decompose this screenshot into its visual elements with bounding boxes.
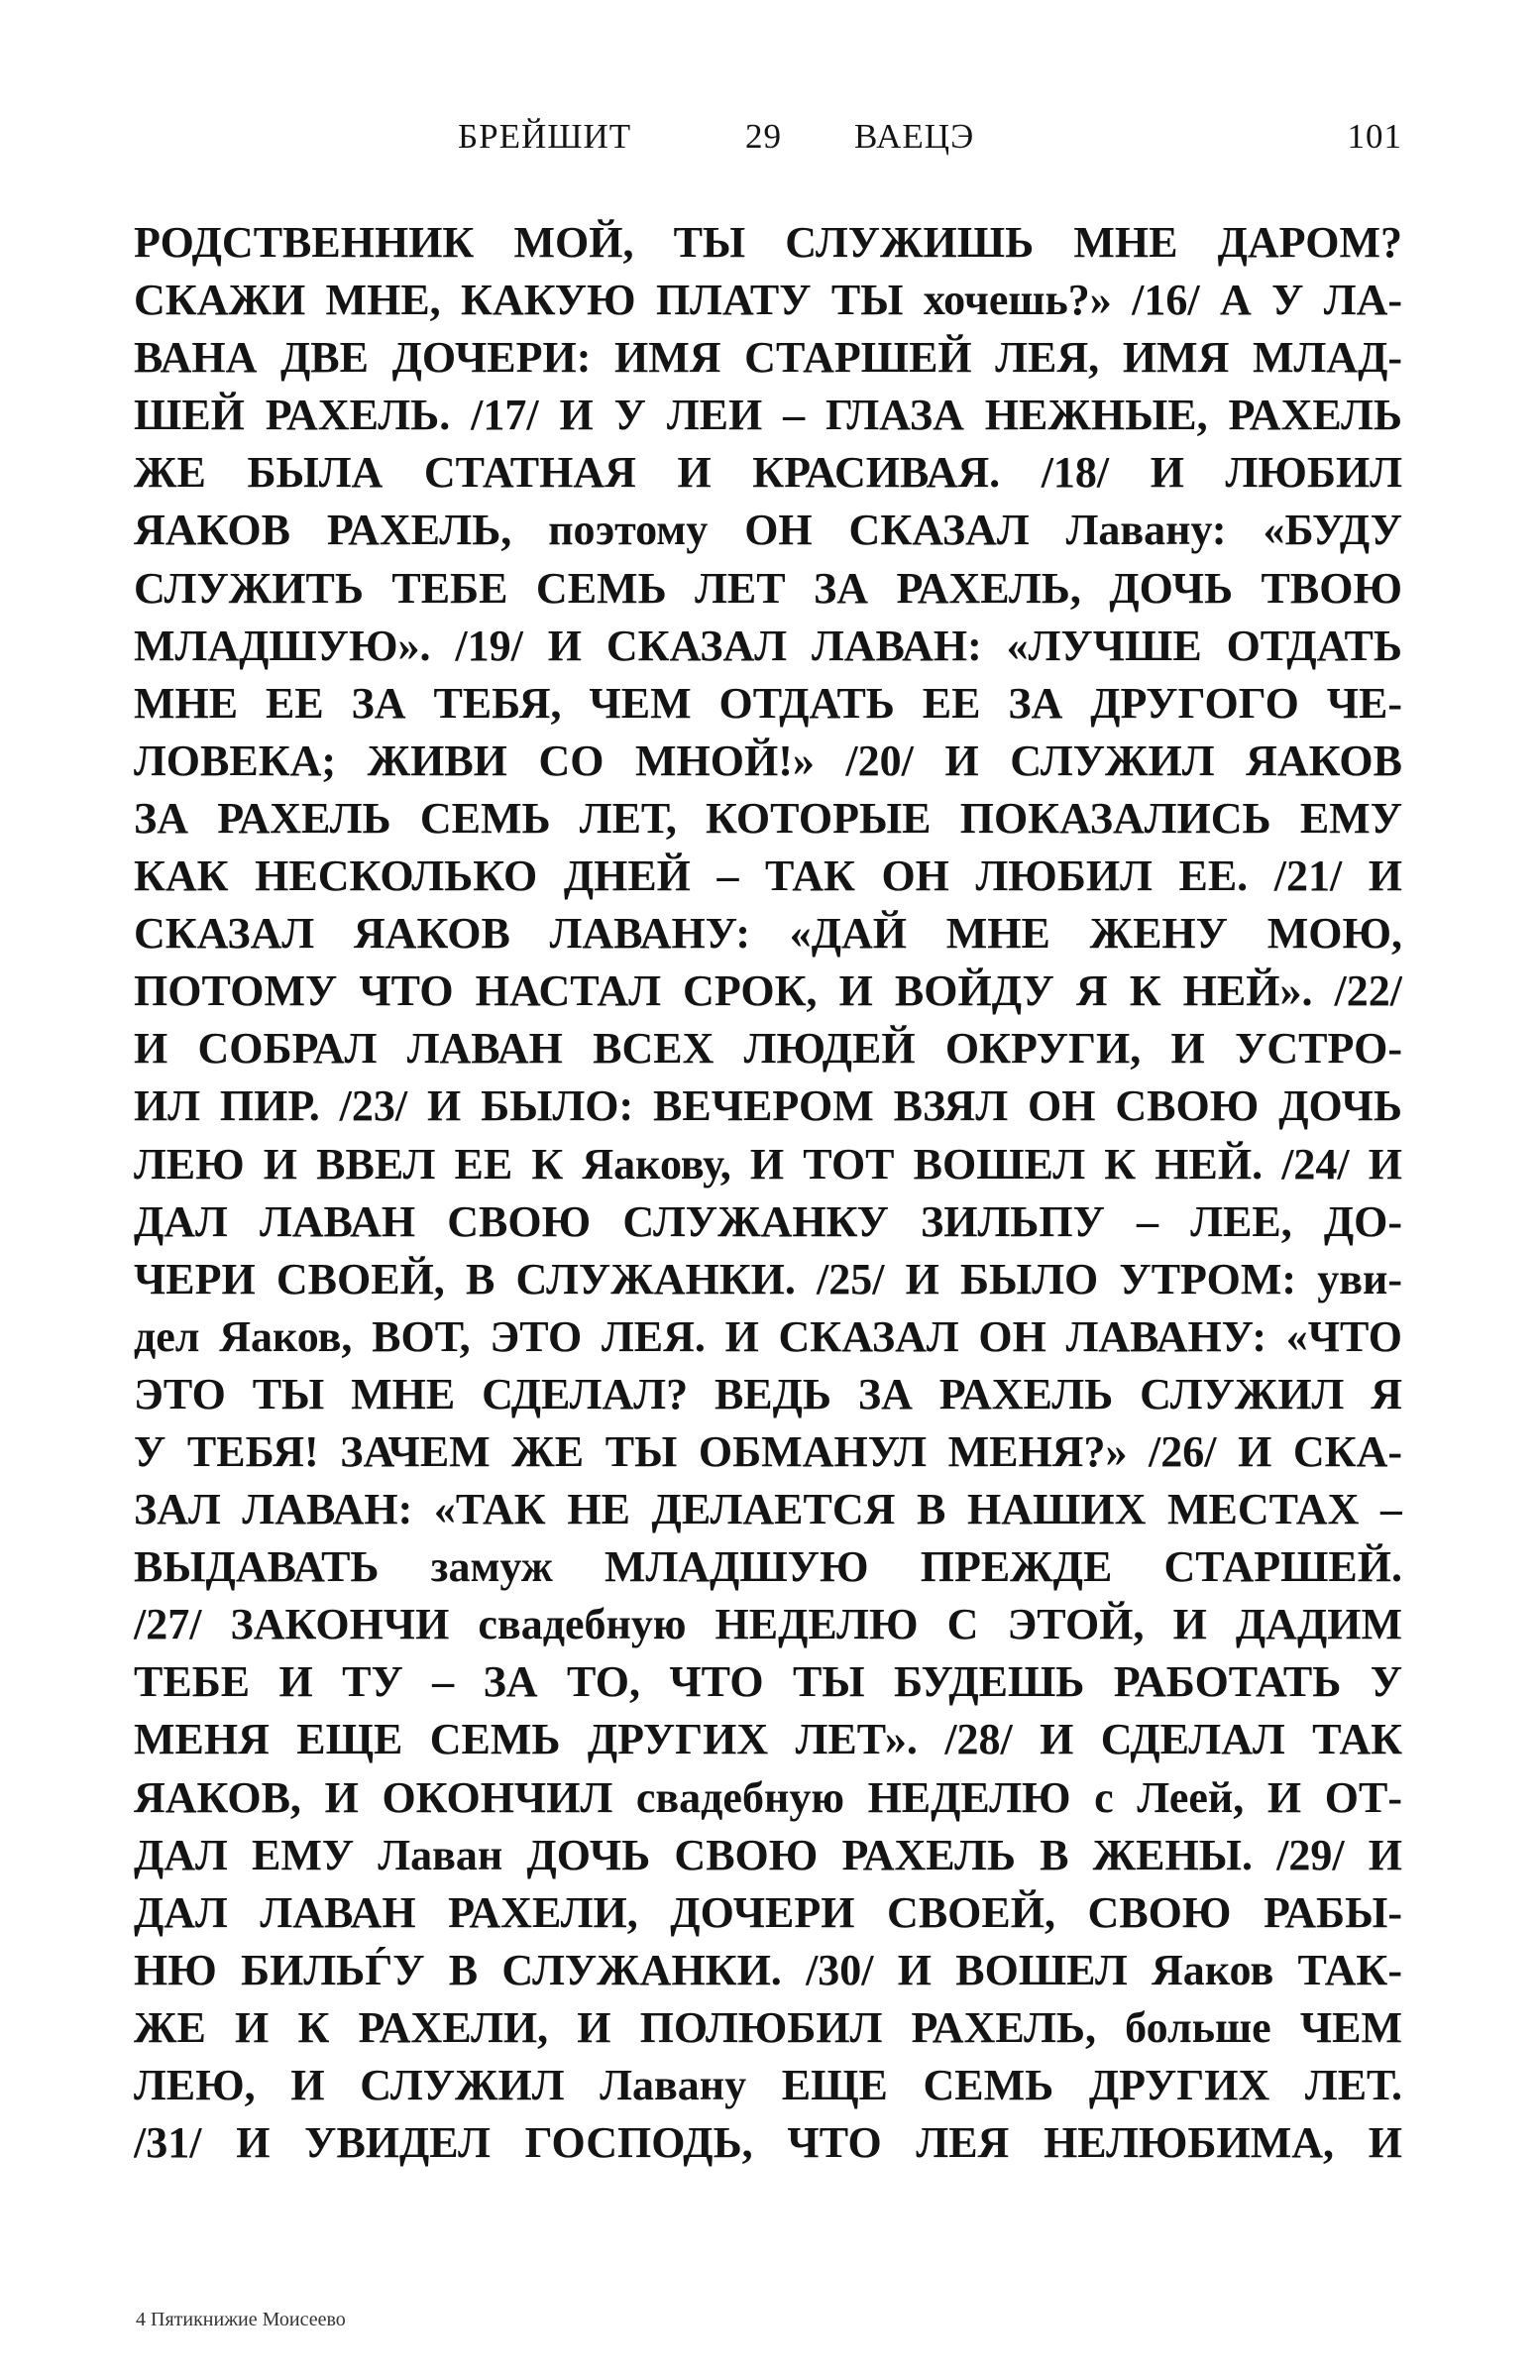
text-line: ЛЕЮ, И СЛУЖИЛ Лавану ЕЩЕ СЕМЬ ДРУГИХ ЛЕТ. <box>134 2061 1402 2109</box>
text-line: ЭТО ТЫ МНЕ СДЕЛАЛ? ВЕДЬ ЗА РАХЕЛЬ СЛУЖИЛ Я <box>134 1369 1402 1418</box>
running-header <box>134 107 1402 167</box>
text-line: ИЛ ПИР. /23/ И БЫЛО: ВЕЧЕРОМ ВЗЯЛ ОН СВОЮ ДОЧЬ <box>134 1081 1402 1131</box>
text-line: ШЕЙ РАХЕЛЬ. /17/ И У ЛЕИ – ГЛАЗА НЕЖНЫЕ, РАХЕЛЬ <box>134 391 1402 440</box>
text-line: ЗА РАХЕЛЬ СЕМЬ ЛЕТ, КОТОРЫЕ ПОКАЗАЛИСЬ ЕМУ <box>134 793 1402 843</box>
text-line: ВАНА ДВЕ ДОЧЕРИ: ИМЯ СТАРШЕЙ ЛЕЯ, ИМЯ МЛАД- <box>134 333 1402 383</box>
text-line: ВЫДАВАТЬ замуж МЛАДШУЮ ПРЕЖДЕ СТАРШЕЙ. <box>134 1542 1402 1592</box>
text-line: /27/ ЗАКОНЧИ свадебную НЕДЕЛЮ С ЭТОЙ, И ДАДИМ <box>134 1600 1402 1649</box>
printer-signature: 4 Пятикнижие Моисеево <box>136 2309 346 2330</box>
text-line: ЯАКОВ, И ОКОНЧИЛ свадебную НЕДЕЛЮ с Леей, И ОТ- <box>134 1772 1402 1822</box>
text-line: ДАЛ ЛАВАН СВОЮ СЛУЖАНКУ ЗИЛЬПУ – ЛЕЕ, ДО- <box>134 1196 1402 1246</box>
header-chapter-number: 29 <box>745 117 782 156</box>
text-line: РОДСТВЕННИК МОЙ, ТЫ СЛУЖИШЬ МНЕ ДАРОМ? <box>134 218 1402 267</box>
text-line: И СОБРАЛ ЛАВАН ВСЕХ ЛЮДЕЙ ОКРУГИ, И УСТРО- <box>134 1024 1402 1074</box>
text-line: дел Яаков, ВОТ, ЭТО ЛЕЯ. И СКАЗАЛ ОН ЛАВАНУ: «ЧТО <box>134 1311 1402 1361</box>
body-text <box>134 214 1402 2172</box>
text-line: ТЕБЕ И ТУ – ЗА ТО, ЧТО ТЫ БУДЕШЬ РАБОТАТЬ У <box>134 1657 1402 1707</box>
text-line: НЮ БИЛЬЃУ В СЛУЖАНКИ. /30/ И ВОШЕЛ Яаков ТАК- <box>134 1945 1402 1994</box>
text-line: МЛАДШУЮ». /19/ И СКАЗАЛ ЛАВАН: «ЛУЧШЕ ОТДАТЬ <box>134 621 1402 670</box>
text-line: СКАЖИ МНЕ, КАКУЮ ПЛАТУ ТЫ хочешь?» /16/ А У ЛА- <box>134 276 1402 325</box>
page-number: 101 <box>1347 117 1402 156</box>
header-book-title: БРЕЙШИТ <box>458 117 632 156</box>
text-line: ЯАКОВ РАХЕЛЬ, поэтому ОН СКАЗАЛ Лавану: «БУДУ <box>134 506 1402 555</box>
text-line: ДАЛ ЕМУ Лаван ДОЧЬ СВОЮ РАХЕЛЬ В ЖЕНЫ. /29/ И <box>134 1830 1402 1879</box>
text-line: /31/ И УВИДЕЛ ГОСПОДЬ, ЧТО ЛЕЯ НЕЛЮБИМА, И <box>134 2118 1402 2168</box>
text-line: ЛЕЮ И ВВЕЛ ЕЕ К Яакову, И ТОТ ВОШЕЛ К НЕЙ. /24/ И <box>134 1139 1402 1189</box>
text-line: У ТЕБЯ! ЗАЧЕМ ЖЕ ТЫ ОБМАНУЛ МЕНЯ?» /26/ И СКА- <box>134 1426 1402 1476</box>
text-line: МНЕ ЕЕ ЗА ТЕБЯ, ЧЕМ ОТДАТЬ ЕЕ ЗА ДРУГОГО ЧЕ- <box>134 678 1402 728</box>
text-line: ЖЕ И К РАХЕЛИ, И ПОЛЮБИЛ РАХЕЛЬ, больше ЧЕМ <box>134 2002 1402 2052</box>
text-line: КАК НЕСКОЛЬКО ДНЕЙ – ТАК ОН ЛЮБИЛ ЕЕ. /21/ И <box>134 851 1402 901</box>
text-line: МЕНЯ ЕЩЕ СЕМЬ ДРУГИХ ЛЕТ». /28/ И СДЕЛАЛ ТАК <box>134 1715 1402 1764</box>
header-portion-name: ВАЕЦЭ <box>854 117 975 156</box>
text-line: ПОТОМУ ЧТО НАСТАЛ СРОК, И ВОЙДУ Я К НЕЙ». /22/ <box>134 966 1402 1016</box>
text-line: ЧЕРИ СВОЕЙ, В СЛУЖАНКИ. /25/ И БЫЛО УТРОМ: уви- <box>134 1254 1402 1303</box>
text-line: СКАЗАЛ ЯАКОВ ЛАВАНУ: «ДАЙ МНЕ ЖЕНУ МОЮ, <box>134 909 1402 959</box>
text-line: ДАЛ ЛАВАН РАХЕЛИ, ДОЧЕРИ СВОЕЙ, СВОЮ РАБЫ- <box>134 1887 1402 1937</box>
text-line: ЗАЛ ЛАВАН: «ТАК НЕ ДЕЛАЕТСЯ В НАШИХ МЕСТАХ – <box>134 1485 1402 1534</box>
text-line: СЛУЖИТЬ ТЕБЕ СЕМЬ ЛЕТ ЗА РАХЕЛЬ, ДОЧЬ ТВОЮ <box>134 563 1402 613</box>
text-line: ЛОВЕКА; ЖИВИ СО МНОЙ!» /20/ И СЛУЖИЛ ЯАКОВ <box>134 736 1402 785</box>
text-line: ЖЕ БЫЛА СТАТНАЯ И КРАСИВАЯ. /18/ И ЛЮБИЛ <box>134 448 1402 498</box>
